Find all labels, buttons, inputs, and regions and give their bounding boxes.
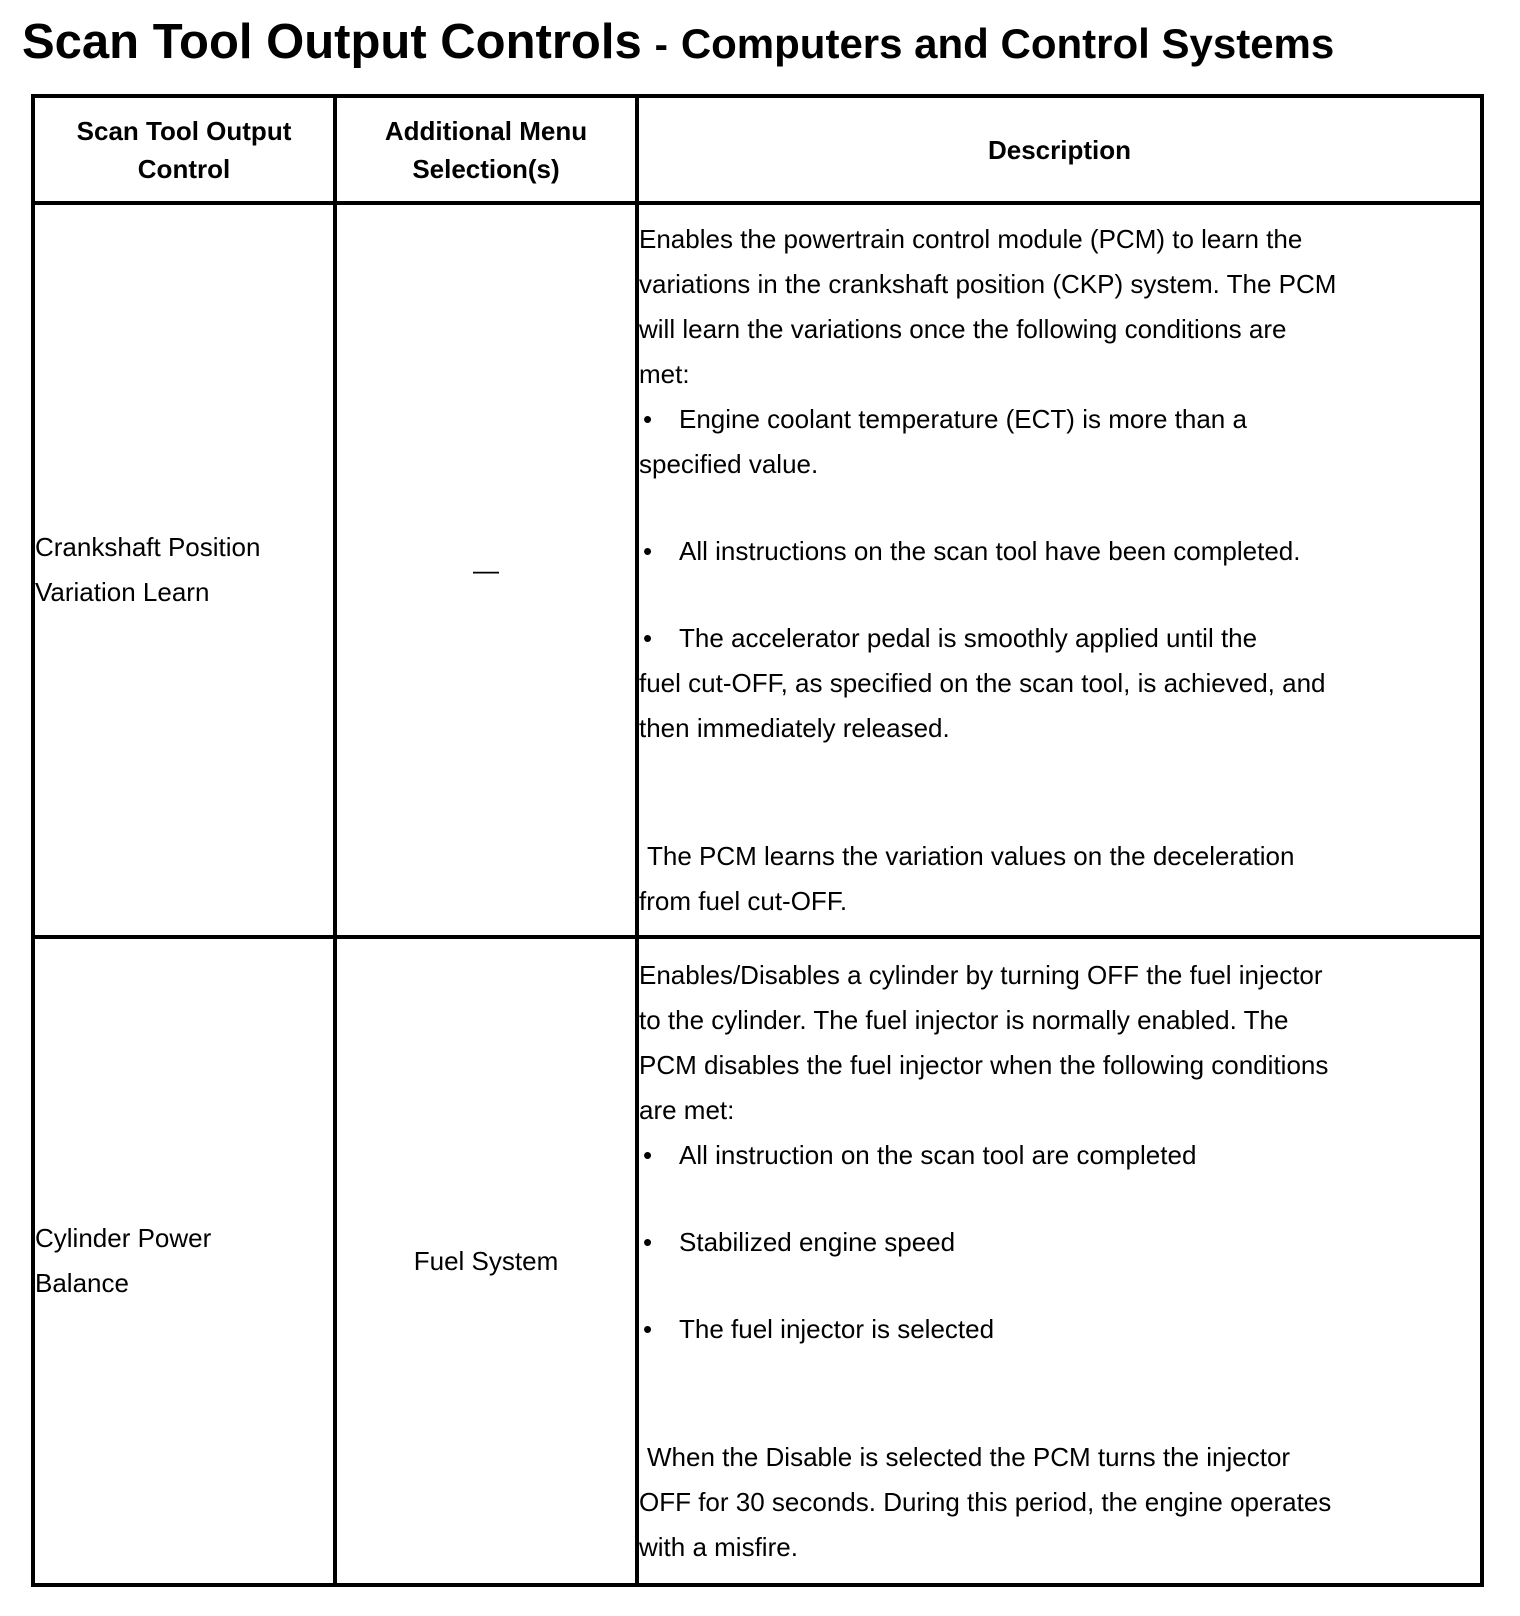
table-header-row: [33, 96, 1482, 203]
bullet-icon: •: [643, 1313, 653, 1344]
bullet-text: All instruction on the scan tool are completed: [679, 1139, 1197, 1170]
bullet-icon: •: [643, 1139, 653, 1170]
bullet-text: fuel cut-OFF, as specified on the scan tool, is achieved, and: [639, 667, 1326, 698]
description-note: [639, 834, 1480, 924]
note-line: with a misfire.: [639, 1531, 798, 1562]
header-output-control-line: Scan Tool Output: [76, 115, 292, 146]
list-item: [639, 616, 1480, 751]
control-line: Crankshaft Position: [35, 532, 261, 562]
header-description: Description: [637, 96, 1482, 203]
list-item: [639, 1133, 1480, 1178]
bullet-text: specified value.: [639, 448, 819, 479]
note-line: When the Disable is selected the PCM turns the injector: [647, 1441, 1291, 1472]
header-menu-selections-line: Additional Menu: [384, 115, 588, 146]
note-line: OFF for 30 seconds. During this period, the engine operates: [639, 1486, 1332, 1517]
cell-description: [637, 203, 1482, 937]
description-intro: [639, 953, 1480, 1133]
header-menu-selections-line: Selection(s): [412, 153, 560, 184]
bullet-icon: •: [643, 1226, 653, 1257]
note-line: from fuel cut-OFF.: [639, 885, 848, 916]
header-output-control: [33, 96, 335, 203]
title-main: Scan Tool Output Controls: [22, 15, 642, 69]
description-line: to the cylinder. The fuel injector is normally enabled. The: [639, 1004, 1289, 1035]
cell-output-control: [33, 937, 335, 1585]
cell-description: [637, 937, 1482, 1585]
control-line: Variation Learn: [35, 577, 210, 607]
control-line: Balance: [35, 1268, 129, 1298]
bullet-icon: •: [643, 622, 653, 653]
table-row: [33, 203, 1482, 937]
cell-menu-selection: Fuel System: [335, 937, 637, 1585]
description-intro: [639, 217, 1480, 397]
bullet-text: Engine coolant temperature (ECT) is more than a: [679, 403, 1247, 434]
bullet-text: The fuel injector is selected: [679, 1313, 995, 1344]
description-line: variations in the crankshaft position (CKP) system. The PCM: [639, 268, 1337, 299]
output-controls-table: [31, 94, 1484, 1587]
bullet-icon: •: [643, 535, 653, 566]
description-line: are met:: [639, 1094, 735, 1125]
bullet-icon: •: [643, 403, 653, 434]
bullet-text: All instructions on the scan tool have been completed.: [679, 535, 1301, 566]
header-menu-selections: [335, 96, 637, 203]
cell-menu-selection: —: [335, 203, 637, 937]
title-separator: -: [654, 23, 668, 67]
table-row: [33, 937, 1482, 1585]
cell-output-control: [33, 203, 335, 937]
bullet-text: then immediately released.: [639, 712, 950, 743]
description-line: Enables the powertrain control module (PCM) to learn the: [639, 223, 1303, 254]
description-note: [639, 1435, 1480, 1570]
description-line: will learn the variations once the following conditions are: [639, 313, 1287, 344]
bullet-text: The accelerator pedal is smoothly applied until the: [679, 622, 1258, 653]
list-item: [639, 1307, 1480, 1352]
list-item: [639, 1220, 1480, 1265]
page-title: [22, 12, 1334, 77]
note-line: The PCM learns the variation values on the deceleration: [647, 840, 1295, 871]
header-output-control-line: Control: [137, 153, 231, 184]
list-item: [639, 397, 1480, 487]
list-item: [639, 529, 1480, 574]
description-line: met:: [639, 358, 690, 389]
bullet-text: Stabilized engine speed: [679, 1226, 956, 1257]
description-line: Enables/Disables a cylinder by turning OFF the fuel injector: [639, 959, 1323, 990]
title-subtitle: Computers and Control Systems: [680, 20, 1335, 67]
control-line: Cylinder Power: [35, 1223, 212, 1253]
description-line: PCM disables the fuel injector when the following conditions: [639, 1049, 1329, 1080]
